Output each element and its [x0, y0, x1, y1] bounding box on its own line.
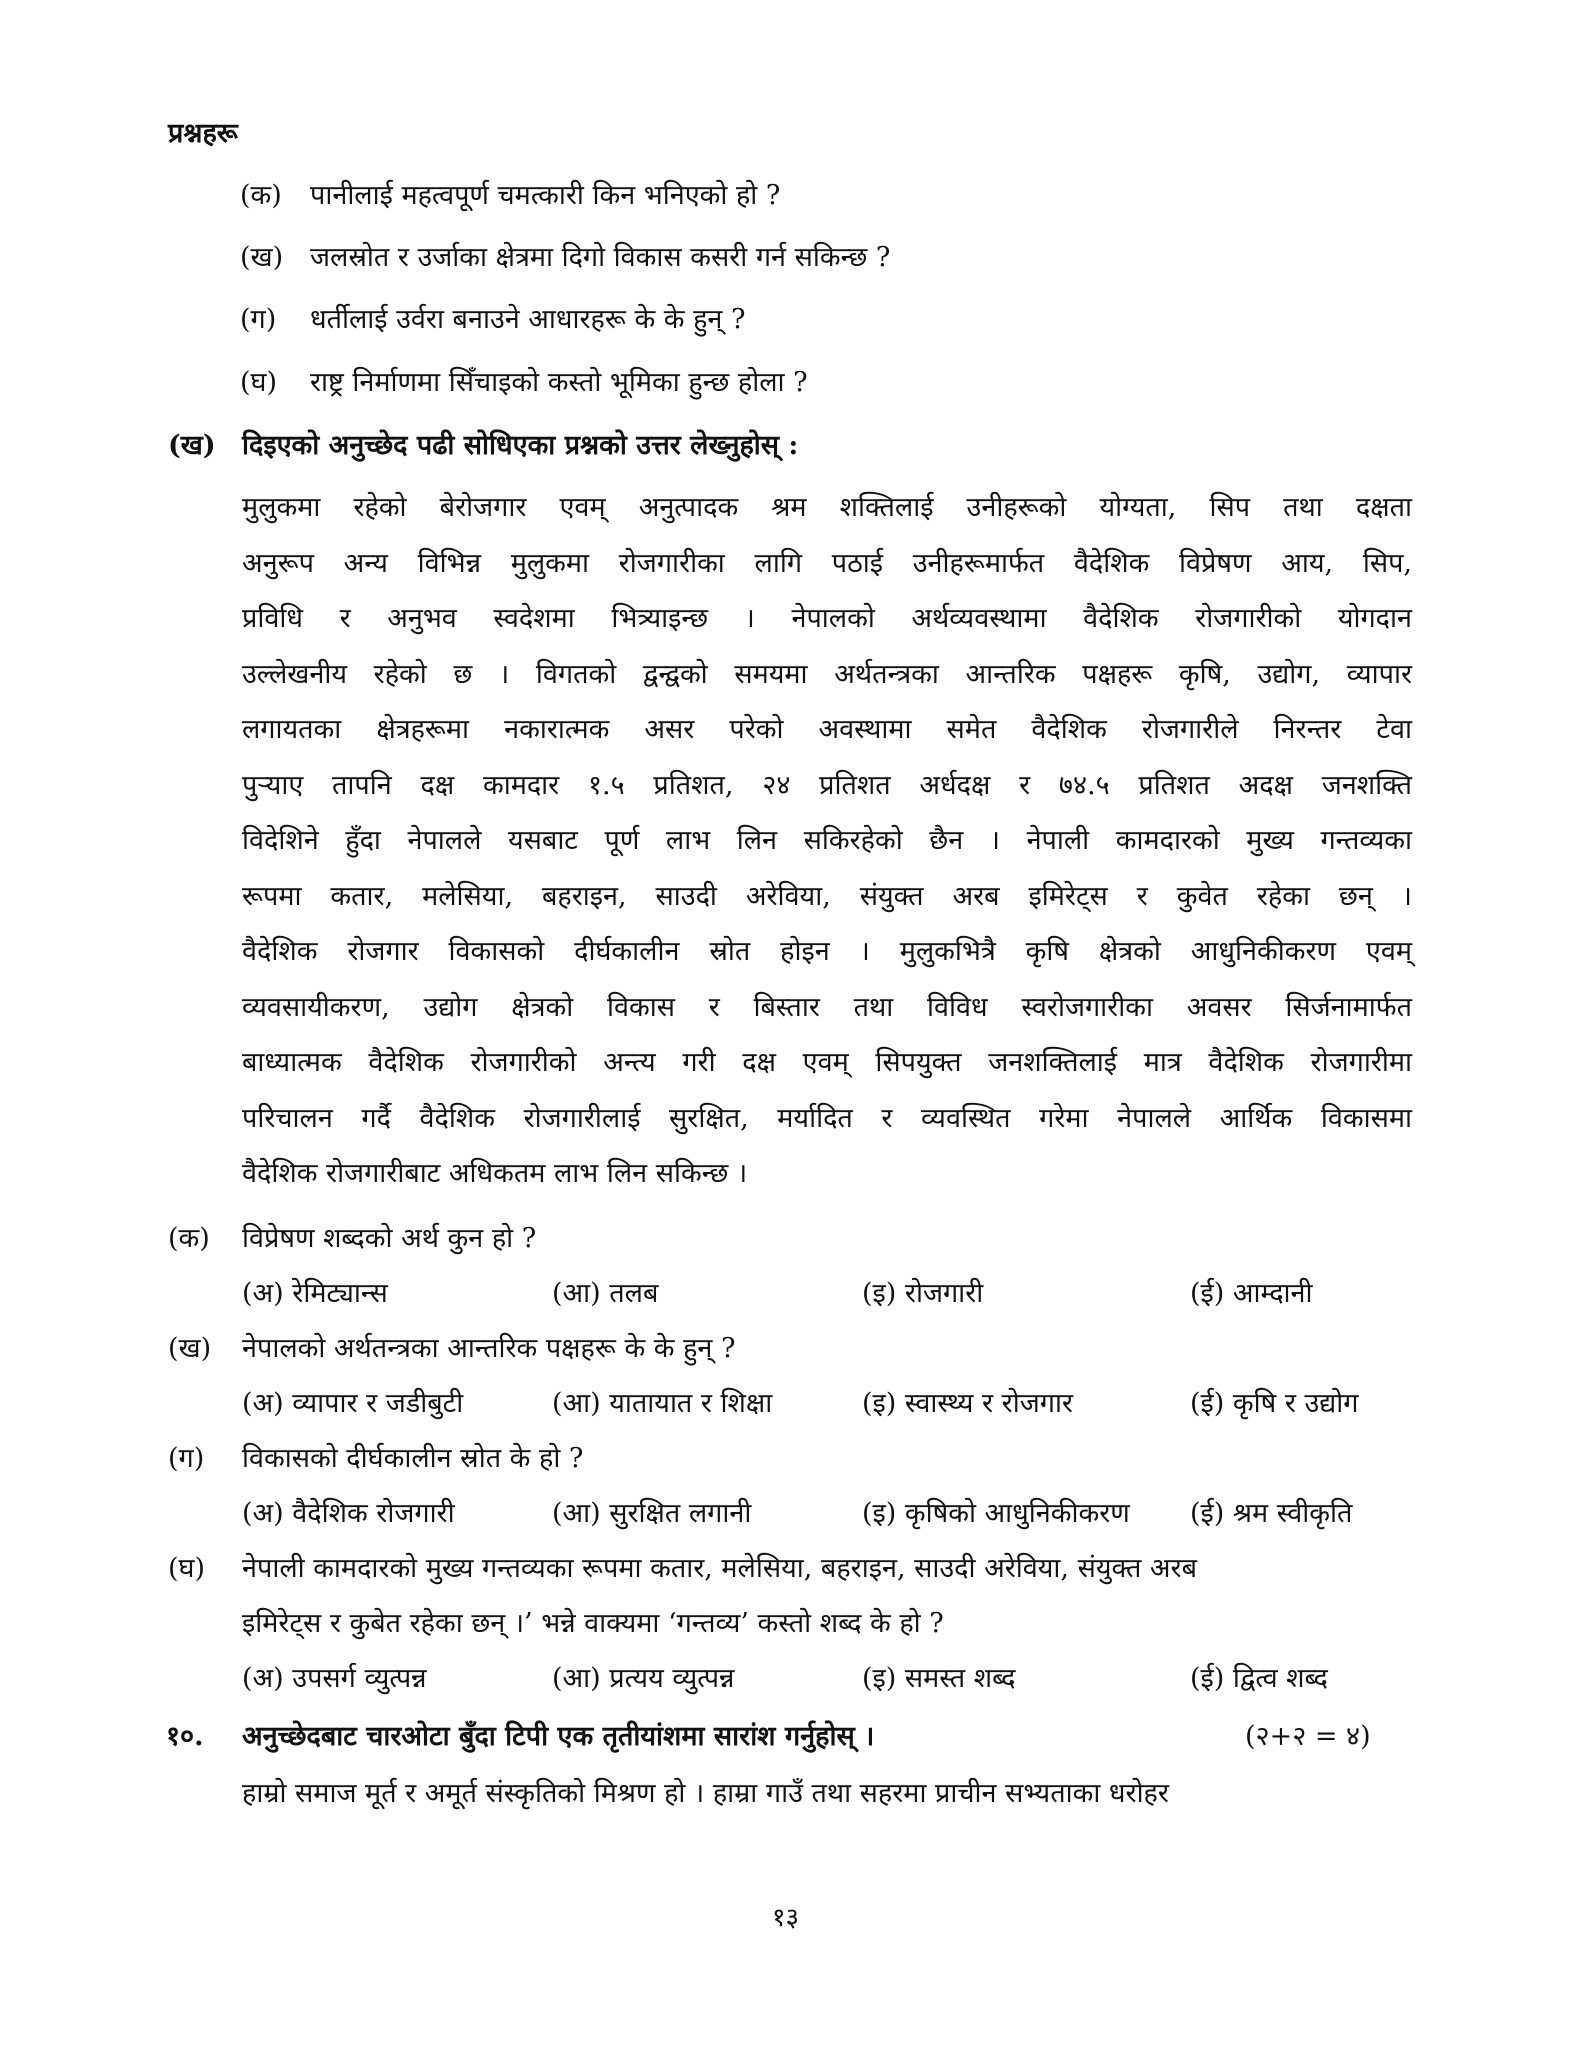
mcq-kha-option-i: (इ) स्वास्थ्य र रोजगार [862, 1388, 1073, 1419]
mcq-ga-option-ii: (ई) श्रम स्वीकृति [1190, 1498, 1353, 1529]
question-10-text: अनुच्छेदबाट चारओटा बुँदा टिपी एक तृतीयांशमा सारांश गर्नुहोस् । [242, 1721, 875, 1752]
mcq-label: (ग) [168, 1443, 205, 1474]
mcq-gha-option-ii: (ई) द्वित्व शब्द [1190, 1663, 1328, 1694]
question-text: जलस्रोत र उर्जाका क्षेत्रमा दिगो विकास कसरी गर्न सकिन्छ ? [310, 242, 891, 273]
question-text: धर्तीलाई उर्वरा बनाउने आधारहरू के के हुन् ? [310, 304, 746, 335]
questions-heading: प्रश्नहरू [168, 118, 238, 149]
question-10-number: १०. [166, 1721, 204, 1752]
mcq-gha-option-i: (इ) समस्त शब्द [862, 1663, 1016, 1694]
section-kha-label: (ख) [168, 430, 216, 461]
paragraph-line: अनुरूप अन्य विभिन्न मुलुकमा रोजगारीका लागि पठाई उनीहरूमार्फत वैदेशिक विप्रेषण आय, सिप, [242, 547, 1412, 579]
mcq-ga-question [168, 1438, 583, 1475]
mcq-gha-option-aa: (आ) प्रत्यय व्युत्पन्न [552, 1663, 735, 1694]
mcq-gha-question [168, 1548, 1197, 1585]
mcq-gha-option-a: (अ) उपसर्ग व्युत्पन्न [242, 1663, 427, 1694]
paragraph-line: प्रविधि र अनुभव स्वदेशमा भित्र्याइन्छ । नेपालको अर्थव्यवस्थामा वैदेशिक रोजगारीको योगदान [242, 603, 1412, 634]
paragraph-line: व्यवसायीकरण, उद्योग क्षेत्रको विकास र बिस्तार तथा विविध स्वरोजगारीका अवसर सिर्जनामार्फत [242, 991, 1412, 1023]
paragraph-line: रूपमा कतार, मलेसिया, बहराइन, साउदी अरेविया, संयुक्त अरब इमिरेट्स र कुवेत रहेका छन् । [242, 880, 1412, 912]
paragraph-line: परिचालन गर्दै वैदेशिक रोजगारीलाई सुरक्षित, मर्यादित र व्यवस्थित गरेमा नेपालले आर्थिक विकासमा [242, 1102, 1412, 1134]
mcq-label: (क) [168, 1223, 210, 1254]
mcq-question-text: विप्रेषण शब्दको अर्थ कुन हो ? [242, 1223, 537, 1254]
mcq-question-text: नेपालको अर्थतन्त्रका आन्तरिक पक्षहरू के के हुन् ? [242, 1333, 736, 1364]
paragraph-line: विदेशिने हुँदा नेपालले यसबाट पूर्ण लाभ लिन सकिरहेको छैन । नेपाली कामदारको मुख्य गन्तव्यका [242, 825, 1412, 856]
question-text: राष्ट्र निर्माणमा सिँचाइको कस्तो भूमिका हुन्छ होला ? [310, 367, 808, 398]
question-label: (ख) [240, 242, 284, 273]
page-number: १३ [772, 1903, 800, 1933]
top-question-ga [240, 299, 745, 336]
paragraph-line: पुऱ्याए तापनि दक्ष कामदार १.५ प्रतिशत, २४ प्रतिशत अर्धदक्ष र ७४.५ प्रतिशत अदक्ष जनशक्ति [242, 769, 1412, 801]
section-kha-title: दिइएको अनुच्छेद पढी सोधिएका प्रश्नको उत्तर लेख्नुहोस् : [242, 430, 799, 461]
question-label: (क) [240, 180, 282, 211]
mcq-ka-option-aa: (आ) तलब [552, 1278, 659, 1309]
paragraph-line: उल्लेखनीय रहेको छ । विगतको द्वन्द्वको समयमा अर्थतन्त्रका आन्तरिक पक्षहरू कृषि, उद्योग, व्यापार [242, 658, 1412, 690]
mcq-kha-question [168, 1328, 735, 1365]
mcq-question-text: विकासको दीर्घकालीन स्रोत के हो ? [242, 1443, 584, 1474]
mcq-ga-option-i: (इ) कृषिको आधुनिकीकरण [862, 1498, 1130, 1529]
mcq-kha-option-aa: (आ) यातायात र शिक्षा [552, 1388, 773, 1419]
mcq-label: (ख) [168, 1333, 212, 1364]
mcq-ga-option-aa: (आ) सुरक्षित लगानी [552, 1498, 752, 1529]
mcq-ka-option-a: (अ) रेमिट्यान्स [242, 1278, 388, 1309]
question-label: (ग) [240, 304, 277, 335]
paragraph-line: लगायतका क्षेत्रहरूमा नकारात्मक असर परेको अवस्थामा समेत वैदेशिक रोजगारीले निरन्तर टेवा [242, 714, 1412, 745]
paragraph-line: वैदेशिक रोजगार विकासको दीर्घकालीन स्रोत होइन । मुलुकभित्रै कृषि क्षेत्रको आधुनिकीकरण एवम् [242, 936, 1412, 967]
mcq-kha-option-ii: (ई) कृषि र उद्योग [1190, 1388, 1359, 1419]
mcq-ka-option-ii: (ई) आम्दानी [1190, 1278, 1313, 1309]
question-10-paragraph-line: हाम्रो समाज मूर्त र अमूर्त संस्कृतिको मिश्रण हो । हाम्रा गाउँ तथा सहरमा प्राचीन सभ्यताका धरोहर [242, 1778, 1169, 1809]
mcq-kha-option-a: (अ) व्यापार र जडीबुटी [242, 1388, 464, 1419]
top-question-kha [240, 237, 890, 274]
question-10-marks: (२+२ = ४) [1245, 1721, 1371, 1752]
top-question-gha [240, 362, 808, 399]
mcq-label: (घ) [168, 1553, 206, 1584]
question-10 [166, 1716, 874, 1753]
reading-paragraph [242, 480, 1412, 1202]
mcq-ka-option-i: (इ) रोजगारी [862, 1278, 984, 1309]
paragraph-line: बाध्यात्मक वैदेशिक रोजगारीको अन्त्य गरी दक्ष एवम् सिपयुक्त जनशक्तिलाई मात्र वैदेशिक रोजगारीमा [242, 1047, 1412, 1078]
top-question-ka [240, 175, 780, 212]
paragraph-line: मुलुकमा रहेको बेरोजगार एवम् अनुत्पादक श्रम शक्तिलाई उनीहरूको योग्यता, सिप तथा दक्षता [242, 492, 1412, 523]
section-kha-heading [168, 425, 798, 462]
mcq-gha-question-line-2: इमिरेट्स र कुबेत रहेका छन् ।’ भन्ने वाक्यमा ‘गन्तव्य’ कस्तो शब्द के हो ? [242, 1608, 944, 1639]
mcq-question-text: नेपाली कामदारको मुख्य गन्तव्यका रूपमा कतार, मलेसिया, बहराइन, साउदी अरेविया, संयुक्त अरब [242, 1553, 1198, 1584]
question-label: (घ) [240, 367, 278, 398]
mcq-ka-question [168, 1218, 536, 1255]
question-text: पानीलाई महत्वपूर्ण चमत्कारी किन भनिएको हो ? [310, 180, 781, 211]
paragraph-line: वैदेशिक रोजगारीबाट अधिकतम लाभ लिन सकिन्छ । [242, 1158, 748, 1189]
mcq-ga-option-a: (अ) वैदेशिक रोजगारी [242, 1498, 455, 1529]
